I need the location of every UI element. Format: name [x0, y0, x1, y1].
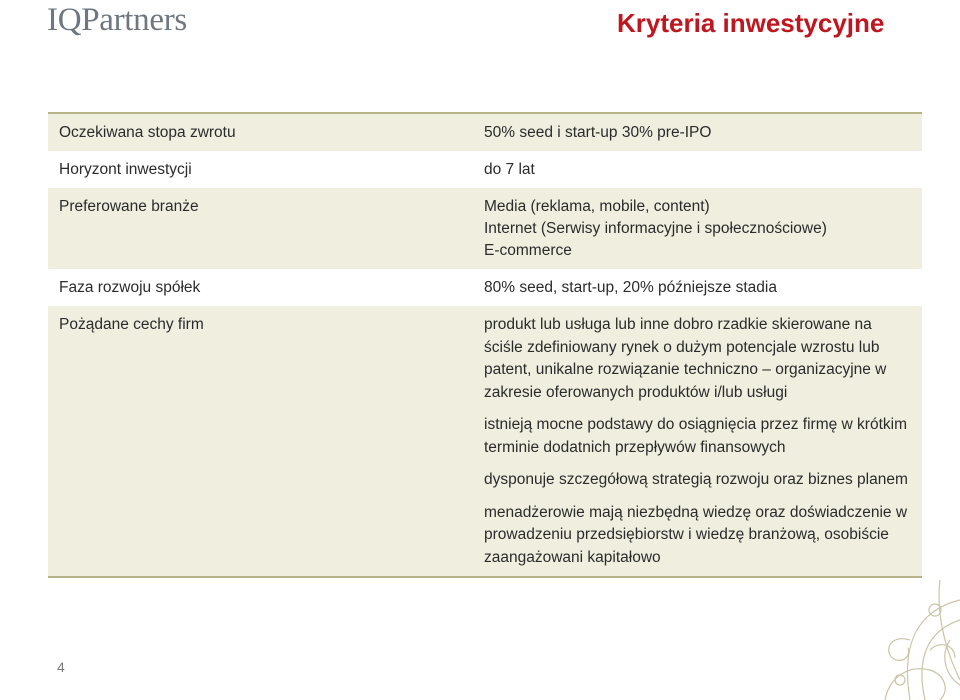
feature-paragraph: istnieją mocne podstawy do osiągnięcia przez firmę w krótkim terminie dodatnich przepływów finansowych: [484, 416, 907, 456]
criteria-label: Pożądane cechy firm: [59, 316, 204, 333]
feature-paragraph: dysponuje szczegółową strategią rozwoju oraz biznes planem: [484, 471, 908, 488]
floral-decoration: [790, 580, 960, 700]
criteria-label: Oczekiwana stopa zwrotu: [59, 124, 236, 141]
sector-line: E-commerce: [484, 242, 572, 259]
criteria-value: do 7 lat: [484, 161, 535, 178]
page-number: 4: [57, 659, 65, 675]
criteria-value: 80% seed, start-up, 20% późniejsze stadia: [484, 279, 777, 296]
page-title: Kryteria inwestycyjne: [617, 8, 885, 38]
criteria-value: [484, 306, 922, 576]
table-row: [48, 151, 922, 188]
sector-line: Internet (Serwisy informacyjne i społecznościowe): [484, 220, 827, 237]
company-logo: [47, 2, 187, 42]
table-row: [48, 114, 922, 151]
table-row: [48, 188, 922, 269]
criteria-label: Horyzont inwestycji: [59, 161, 192, 178]
logo-text: IQPartners: [47, 2, 187, 38]
table-row: [48, 306, 922, 576]
sector-line: Media (reklama, mobile, content): [484, 198, 710, 215]
criteria-label: Preferowane branże: [59, 198, 199, 215]
table-row: [48, 269, 922, 306]
criteria-label: Faza rozwoju spółek: [59, 279, 201, 296]
feature-paragraph: produkt lub usługa lub inne dobro rzadkie skierowane na ściśle zdefiniowany rynek o dużym potencjale wzrostu lub patent, unikalne rozwiązanie techniczno – organizacyjne w zakresie oferowanych produktów i/lub usługi: [484, 316, 887, 401]
criteria-value: 50% seed i start-up 30% pre-IPO: [484, 124, 712, 141]
criteria-table: [48, 112, 922, 578]
feature-paragraph: menadżerowie mają niezbędną wiedzę oraz doświadczenie w prowadzeniu przedsiębiorstw i wiedzę branżową, osobiście zaangażowani kapitałowo: [484, 503, 908, 566]
criteria-value: [484, 188, 922, 269]
